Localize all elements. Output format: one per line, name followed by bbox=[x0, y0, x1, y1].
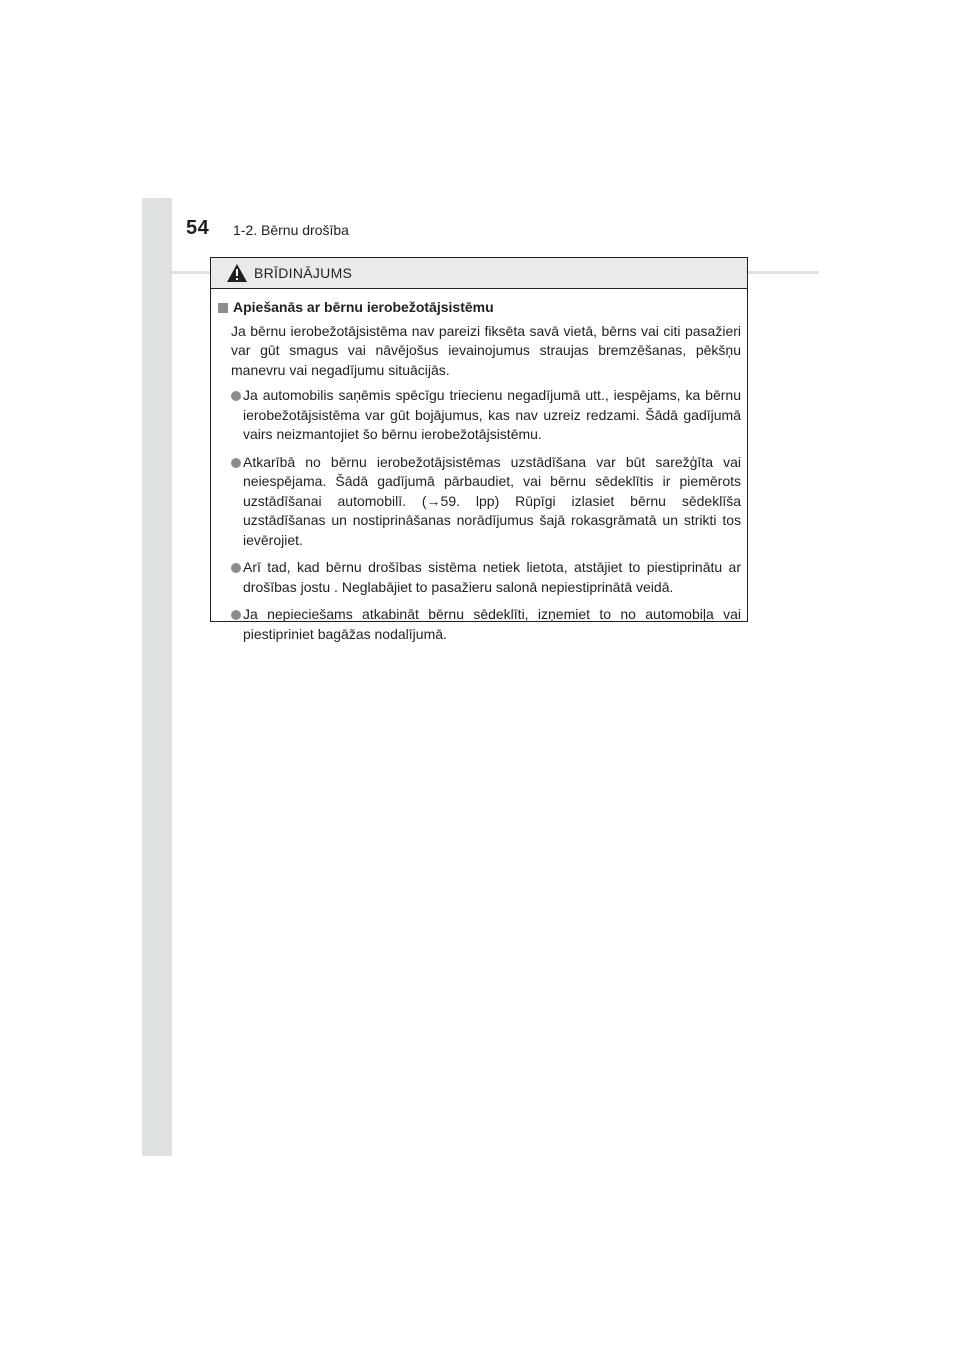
warning-header bbox=[211, 258, 747, 289]
bullet-dot-icon bbox=[231, 391, 241, 401]
subheading-text: Apiešanās ar bērnu ierobežotājsistēmu bbox=[233, 299, 494, 315]
list-item bbox=[217, 605, 741, 644]
page-number: 54 bbox=[186, 217, 210, 239]
square-bullet-icon bbox=[218, 303, 228, 313]
bullet-dot-icon bbox=[231, 458, 241, 468]
bullet-dot-icon bbox=[231, 610, 241, 620]
bullet-dot-icon bbox=[231, 563, 241, 573]
side-strip bbox=[142, 198, 172, 1156]
list-item bbox=[217, 558, 741, 597]
list-item-text: Arī tad, kad bērnu drošības sistēma netiek lietota, atstājiet to piestiprinātu ar drošības jostu . Neglabājiet to pasažieru salonā nepiestiprinātā veidā. bbox=[243, 559, 741, 595]
warning-bullet-list bbox=[217, 386, 741, 644]
warning-body bbox=[211, 289, 747, 644]
list-item-text: Ja nepieciešams atkabināt bērnu sēdeklīti, izņemiet to no automobiļa vai piestipriniet bagāžas nodalījumā. bbox=[243, 606, 741, 642]
warning-box bbox=[210, 257, 748, 642]
list-item-text: Atkarībā no bērnu ierobežotājsistēmas uzstādīšana var būt sarežģīta vai neiespējama. Šādā gadījumā pārbaudiet, vai bērnu sēdeklītis ir piemērots uzstādīšanai automobilī. (→59. lpp) Rūpīgi izlasiet bērnu sēdeklīša uzstādīšanas un nostiprināšanas norādījumus šajā rokasgrāmatā un strikti tos ievērojiet. bbox=[243, 453, 741, 548]
warning-triangle-icon bbox=[226, 263, 248, 283]
warning-intro: Ja bērnu ierobežotājsistēma nav pareizi fiksēta savā vietā, bērns vai citi pasažieri var gūt smagus vai nāvējošus ievainojumus straujas bremzēšanas, pēkšņu manevru vai negadījumu situācijās. bbox=[231, 322, 741, 378]
list-item bbox=[217, 453, 741, 551]
list-item bbox=[217, 386, 741, 445]
warning-title: BRĪDINĀJUMS bbox=[254, 265, 353, 281]
list-item-text: Ja automobilis saņēmis spēcīgu triecienu negadījumā utt., iespējams, ka bērnu ierobežotājsistēma var gūt bojājumus, kas nav uzreiz redzami. Šādā gadījumā vairs neizmantojiet šo bērnu ierobežotājsistēmu. bbox=[243, 387, 741, 442]
section-title: 1-2. Bērnu drošība bbox=[233, 222, 349, 238]
warning-subheading bbox=[217, 298, 741, 318]
